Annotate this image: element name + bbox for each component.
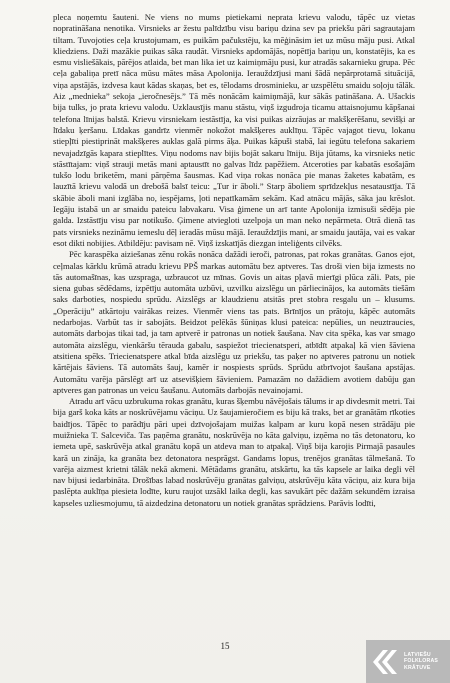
paragraph-1: pleca noņemtu šauteni. Ne viens no mums pietiekami neprata krievu valodu, tāpēc uz vietas nopratināšana nenotika. Virsnieks ar žestu palīdzību visu bariņu dzina sev pa priekšu pāri sagrautajam tiltam. Tuvojoties ceļa krustojumam, es puikām pačukstēju, ka mēģināsim iet uz mūsu māju pusi. Atkal kliedziens. Daži mazākie puikas sāka raudāt. Virsnieks apdomājās, nopētīja bariņu un, konstatējis, ka es esmu visliešākais, pārējos atlaida, bet man lika iet uz kaimiņmāju pusi, kur atradās sakarnieku grupa. Pēc ceļa gabaliņa pretī nāca mūsu mātes māsa Apolonija. Ierauždzījusi mani šādā nepārprotamā situācijā, viņa apstājās, izdvesa kaut kādas skaņas, bet es, tēlodams drosminieku, ar uzspēlētu smaidu soļoju tālāk. Aiz „mednieka” sekoja „ieročnesējs.” Tā mēs nonācām kaimiņmājā, kur sākās patināšana. A. Ušackis bija tulks, jo prata krievu valodu. Uzklausījis manu stāstu, viņš izgudroja ticamu attaisnojumu kāpšanai telefona līnijas balstā. Krievu virsniekam iestāstīja, ka visi puikas aizrāujas ar makšķerēšanu, sevišķi ar līdaku ķeršanu. Līdakas gandrīz vienmēr nokožot makšķeres auklīņu. Tāpēc vajagot tievu, lokanu stiepļīti piestiprināt makšķeres auklas galā pirms āķa. Puikas kāpuši stabā, lai iegūtu telefona sakariem nevajadzīgās kapara stieplītes. Viņu nodoms nav bijis bojāt sakaru līniju. Bija jūtams, ka virsnieks netic stāstītajam: viņš strauji metās mani aptaustīt no galvas līdz papēžiem. Atceroties par kabatās esošajām tukšo lodu briketēm, mani pārņēma šausmas. Kad viņa rokas nonāca pie manas žaketes kabatām, es lauzītā krievu valodā un drebošā balsī teicu: „Tur ir āboli.” Starp āboliem sprīdzekļus nesataustīja. Tā skābie āboli mani izglāba no, iespējams, ļoti nepatīkamām sekām. Kad atnācu mājās, sāka jau krēslot. Iegāju istabā un ar smaidu pateicu labvakaru. Visa ģimene un arī tante Apolonija izmisuši sēdēja pie galda. Izstāstīju visu par notikušo. Ģimene atviegloti uzelpoja un man neko nepārmeta. Otrā dienā tas pats virsnieks nezināmu iemeslu dēļ ieradās mūsu mājā. Ierauždzījis mani, ar smaidu jautāja, vai es vakar esot dikti nobijies. Atbildēju: pavisam nē. Viņš izskatījās diezgan inteliģents cilvēks. [53,12,415,248]
page-number: 15 [220,641,230,651]
library-logo [366,640,450,683]
library-logo-text [404,652,438,671]
logo-text-line-2: FOLKLORAS [404,658,439,665]
paragraph-3: Atradu arī vācu uzbrukuma rokas granātu, kuras šķembu nāvējošais tālums ir ap divdesmit metri. Tai bija garš koka kāts ar noskrūvējamu vāciņu. Uz šaujamieročiem es biju kā traks, bet ar granātām rīkoties baidījos. Tāpēc to parādīju pāri upei dzīvojošajam muižas kalpam ar kuru kopā nesen strādāju pie muižnieka T. Salceviča. Tas paņēma granātu, noskrūvēja no kāta galviņu, izņēma no tās detonatoru, ko iemeta upē, saskrūvēja atkal granātu kopā un atdeva man to atpakaļ. Viņš bija karojis Pirmajā pasaules karā un zināja, ka granāta bez detonatora nesprāgst. Gandams lopus, trenējos granātas tālmešanā. To varēja aizmest krietni tālāk nekā akmeni. Mētādams granātu, atskārtu, ka tās kapsele ar laika degli vēl nav bijusi iedarbināta. Drošības labad noskrūvēju granātas galviņu, atskrūvēju kāta vāciņu, aiz kura bija paslēpta auklīņa piesieta lodīte, kuru raujot uzsākl laika degli, kas savukārt pēc dažām sekundēm izraisa kapseles uzliesmojumu, tā aizdedzina detonatoru un notiek granātas sprādziens. Parāvis lodīti, [53,396,415,508]
body-text [53,12,415,509]
logo-text-line-1: LATVIEŠU [404,652,431,659]
library-logo-chevrons-icon [370,647,400,677]
paragraph-2: Pēc karaspēka aiziešanas zēnu rokās nonāca dažādi ieroči, patronas, pat rokas granātas. Ganos ejot, ceļmalas kārklu krūmā atradu krievu PPŠ markas automātu bez aptveres. Tas droši vien bija izmests no tās automašīnas, kas uzspraga, uzbraucot uz mīnas. Govis un aitas pļavā mierīgi plūca zāli. Pats, pie siena gubas sēdēdams, izpētīju automāta uzbūvi, uzvilku aizslēgu un pārliecinājos, ka automāts tiešām saks darboties, nospiedu sprūdu. Aizslēgs ar klaudzienu atsitās pret stobra resgalu un – klusums. „Operāciju” atkārtoju vairākas reizes. Vienmēr viens tas pats. Brīnījos un prātoju, kāpēc automāts nedarbojas. Varbūt tas ir sabojāts. Beidzot pelēkās šūniņas klusi pateica: nepūlies, un neuztraucies, automāts darbojas tikai tad, ja tam aptverē ir patronas un notiek šaušana. Nav cita spēka, kas var smago automāta aizslēgu, vienkāršu tērauda gabalu, saspiežot triecienatsperi, atbīdīt atpakaļ kā vien šāviena atsitiena spēks. Triecienatspere atkal bīda aizslēgu uz priekšu, tas paķer no aptveres patronu un notiek kārtējais šāviens. Tā automāts šauj, kamēr ir nospiests sprūds. Sprūdu atbrīvojot šaušana apstājas. Automātu varēja pārslēgt arī uz atsevišķiem šāvieniem. Pamazām no dažādiem avotiem dabūju gan aptveres gan patronas un veicu šaušanu. Automāts darbojās nevainojami. [53,249,415,395]
logo-text-line-3: KRĀTUVE [404,664,431,671]
